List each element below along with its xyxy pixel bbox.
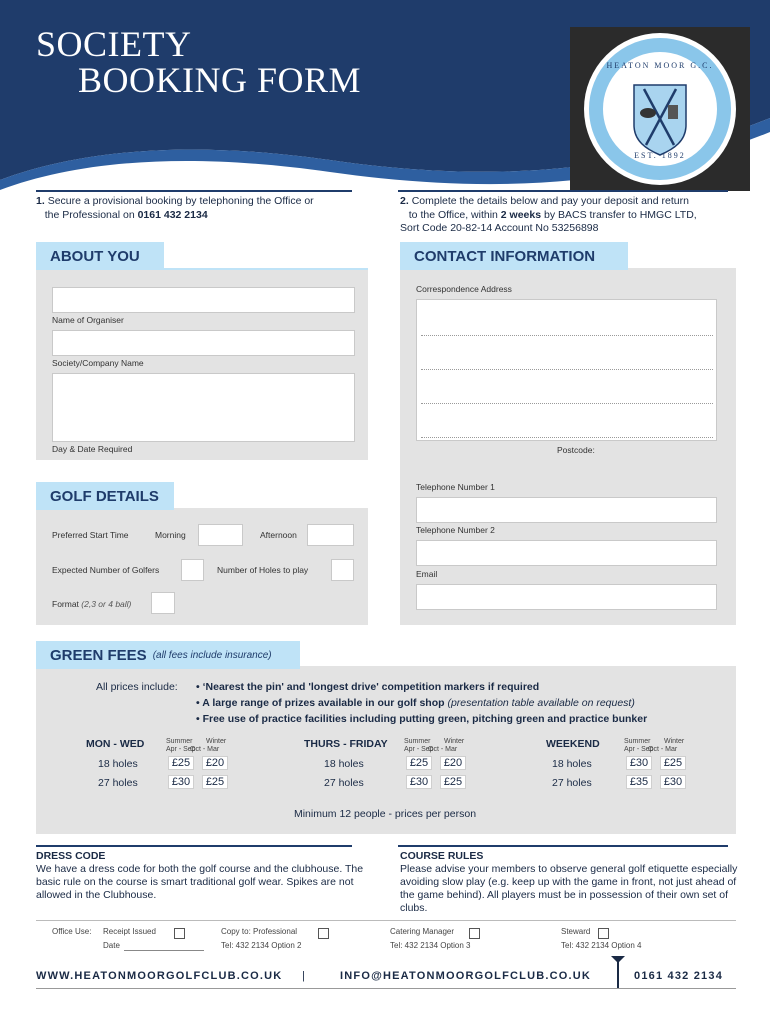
summer-dates: Apr - Sep: [624, 746, 654, 753]
summer-price: £35: [626, 775, 652, 789]
steward-checkbox[interactable]: [598, 928, 609, 939]
date-required-input[interactable]: [52, 373, 355, 442]
summer-price: £30: [406, 775, 432, 789]
address-line: [421, 335, 713, 336]
includes-item-2-note: (presentation table available on request): [447, 697, 635, 709]
fees-includes: [96, 679, 178, 695]
address-line: [421, 437, 713, 438]
fee-group-name: THURS - FRIDAY: [304, 738, 388, 750]
includes-item: • A large range of prizes available in our golf shop (presentation table available on request): [196, 697, 635, 709]
fee-row-label: 18 holes: [324, 758, 364, 770]
winter-price: £25: [440, 775, 466, 789]
contact-heading: [400, 242, 628, 270]
format-label: [52, 599, 131, 609]
winter-label: Winter: [206, 738, 227, 745]
summer-label: Summer: [166, 738, 193, 745]
address-input[interactable]: [416, 299, 717, 441]
page-title: [36, 26, 361, 98]
step-2: [400, 195, 750, 236]
fee-row-label: 18 holes: [552, 758, 592, 770]
step2-text: Complete the details below and pay your deposit and return: [411, 195, 689, 207]
copy-label: Copy to: Professional: [221, 927, 298, 936]
course-rules-heading: COURSE RULES: [400, 850, 484, 862]
organiser-name-label: Name of Organiser: [52, 315, 124, 325]
dress-code-text: We have a dress code for both the golf course and the clubhouse. The basic rule on the course is smart traditional golf wear. Spikes are not allowed in the Clubhouse.: [36, 863, 364, 901]
address-label: Correspondence Address: [416, 284, 512, 294]
organiser-name-input[interactable]: [52, 287, 355, 313]
winter-label: Winter: [664, 738, 685, 745]
winter-dates: Oct - Mar: [190, 746, 220, 753]
summer-price: £25: [406, 756, 432, 770]
summer-price: £30: [626, 756, 652, 770]
green-fees-note: (all fees include insurance): [152, 649, 272, 661]
format-hint: (2,3 or 4 ball): [81, 599, 132, 609]
steward-label: Steward: [561, 927, 591, 936]
office-use-label: Office Use:: [52, 927, 92, 936]
logo-text-top: HEATON MOOR G.C.: [606, 61, 714, 70]
fee-group-name: MON - WED: [86, 738, 145, 750]
step1-text: Secure a provisional booking by telephoning the Office or: [47, 195, 314, 207]
winter-price: £25: [202, 775, 228, 789]
steward-tel: Tel: 432 2134 Option 4: [561, 941, 642, 950]
golf-details-heading: [36, 482, 174, 510]
step-1: [36, 195, 366, 222]
winter-dates: Oct - Mar: [428, 746, 458, 753]
telephone-2-label: Telephone Number 2: [416, 525, 495, 535]
dress-code-heading: DRESS CODE: [36, 850, 106, 862]
date-line[interactable]: [124, 950, 204, 951]
about-you-heading-text: ABOUT YOU: [50, 247, 140, 265]
postcode-label: Postcode:: [557, 445, 595, 455]
afternoon-label: Afternoon: [260, 530, 297, 540]
morning-label: Morning: [155, 530, 186, 540]
winter-price: £25: [660, 756, 686, 770]
logo-text-bottom: EST. 1892: [634, 151, 686, 160]
club-crest-icon: [570, 27, 750, 191]
society-name-label: Society/Company Name: [52, 358, 144, 368]
golf-tee-icon: [610, 954, 626, 990]
winter-price: £20: [440, 756, 466, 770]
start-time-label: Preferred Start Time: [52, 530, 129, 540]
email-label: Email: [416, 569, 438, 579]
fee-group-name: WEEKEND: [546, 738, 600, 750]
catering-tel: Tel: 432 2134 Option 3: [390, 941, 471, 950]
summer-price: £25: [168, 756, 194, 770]
about-you-underline: [164, 268, 368, 270]
title-line-2: BOOKING FORM: [78, 60, 362, 100]
format-input[interactable]: [151, 592, 175, 614]
includes-item: • Free use of practice facilities including putting green, pitching green and practice bunker: [196, 713, 648, 725]
fee-row-label: 27 holes: [552, 777, 592, 789]
winter-price: £30: [660, 775, 686, 789]
format-label-text: Format: [52, 599, 79, 609]
includes-item-1: Nearest the pin' and 'longest drive' competition markers if required: [205, 681, 540, 693]
telephone-1-label: Telephone Number 1: [416, 482, 495, 492]
step2-text2b: by BACS transfer to HMGC LTD,: [544, 208, 697, 221]
afternoon-input[interactable]: [307, 524, 354, 546]
society-name-input[interactable]: [52, 330, 355, 356]
green-fees-heading: [36, 641, 300, 669]
includes-item-3: Free use of practice facilities including putting green, pitching green and practice bunker: [202, 713, 648, 725]
winter-dates: Oct - Mar: [648, 746, 678, 753]
receipt-label: Receipt Issued: [103, 927, 156, 936]
winter-label: Winter: [444, 738, 465, 745]
summer-price: £30: [168, 775, 194, 789]
green-fees-heading-text: GREEN FEES: [50, 646, 147, 664]
date-label: Date: [103, 941, 120, 950]
includes-item-2: A large range of prizes available in our golf shop: [202, 697, 445, 709]
catering-label: Catering Manager: [390, 927, 455, 936]
step2-text2: to the Office, within: [408, 208, 498, 221]
fee-row-label: 18 holes: [98, 758, 138, 770]
step1-phone: 0161 432 2134: [137, 208, 208, 221]
summer-dates: Apr - Sep: [404, 746, 434, 753]
footer-website[interactable]: WWW.HEATONMOORGOLFCLUB.CO.UK: [36, 970, 283, 982]
golf-details-heading-text: GOLF DETAILS: [50, 487, 159, 505]
step2-deadline: 2 weeks: [500, 208, 542, 221]
address-line: [421, 369, 713, 370]
golfers-input[interactable]: [181, 559, 204, 581]
footer-separator: |: [302, 970, 307, 982]
footer-phone: 0161 432 2134: [634, 970, 724, 982]
step1-rule: [36, 190, 352, 192]
footer-email[interactable]: INFO@HEATONMOORGOLFCLUB.CO.UK: [340, 970, 592, 982]
telephone-2-input[interactable]: [416, 540, 717, 566]
step2-number: 2.: [400, 195, 409, 207]
dress-code-rule: [36, 845, 352, 847]
date-required-label: Day & Date Required: [52, 444, 133, 454]
fee-row-label: 27 holes: [98, 777, 138, 789]
telephone-1-input[interactable]: [416, 497, 717, 523]
holes-label: Number of Holes to play: [217, 565, 309, 575]
step2-bank-details: Sort Code 20-82-14 Account No 53256898: [400, 222, 599, 234]
summer-label: Summer: [624, 738, 651, 745]
about-you-heading: [36, 242, 164, 270]
course-rules-rule: [398, 845, 728, 847]
dress-code: [36, 850, 371, 902]
professional-tel: Tel: 432 2134 Option 2: [221, 941, 302, 950]
morning-input[interactable]: [198, 524, 243, 546]
includes-item: • ‘Nearest the pin' and 'longest drive' competition markers if required: [196, 681, 540, 693]
club-logo: [570, 27, 750, 191]
footer-rule: [36, 988, 736, 989]
step1-text2: the Professional on: [44, 208, 135, 221]
address-line: [421, 403, 713, 404]
title-line-1: SOCIETY: [36, 24, 192, 64]
winter-price: £20: [202, 756, 228, 770]
golfers-label: Expected Number of Golfers: [52, 565, 160, 575]
fee-row-label: 27 holes: [324, 777, 364, 789]
summer-label: Summer: [404, 738, 431, 745]
course-rules: [400, 850, 740, 915]
professional-checkbox[interactable]: [318, 928, 329, 939]
summer-dates: Apr - Sep: [166, 746, 196, 753]
fees-includes-list: [196, 679, 726, 727]
contact-heading-text: CONTACT INFORMATION: [414, 247, 596, 265]
catering-checkbox[interactable]: [469, 928, 480, 939]
receipt-checkbox[interactable]: [174, 928, 185, 939]
step1-number: 1.: [36, 195, 45, 207]
course-rules-text: Please advise your members to observe general golf etiquette especially avoiding slow play (e.g. keep up with the game in front, not just ahead of the game behind). All players must be in possession of their own set of clubs.: [400, 863, 738, 914]
minimum-note: Minimum 12 people - prices per person: [293, 808, 477, 820]
holes-input[interactable]: [331, 559, 354, 581]
step2-rule: [398, 190, 728, 192]
includes-label: All prices include:: [96, 681, 178, 693]
email-input[interactable]: [416, 584, 717, 610]
